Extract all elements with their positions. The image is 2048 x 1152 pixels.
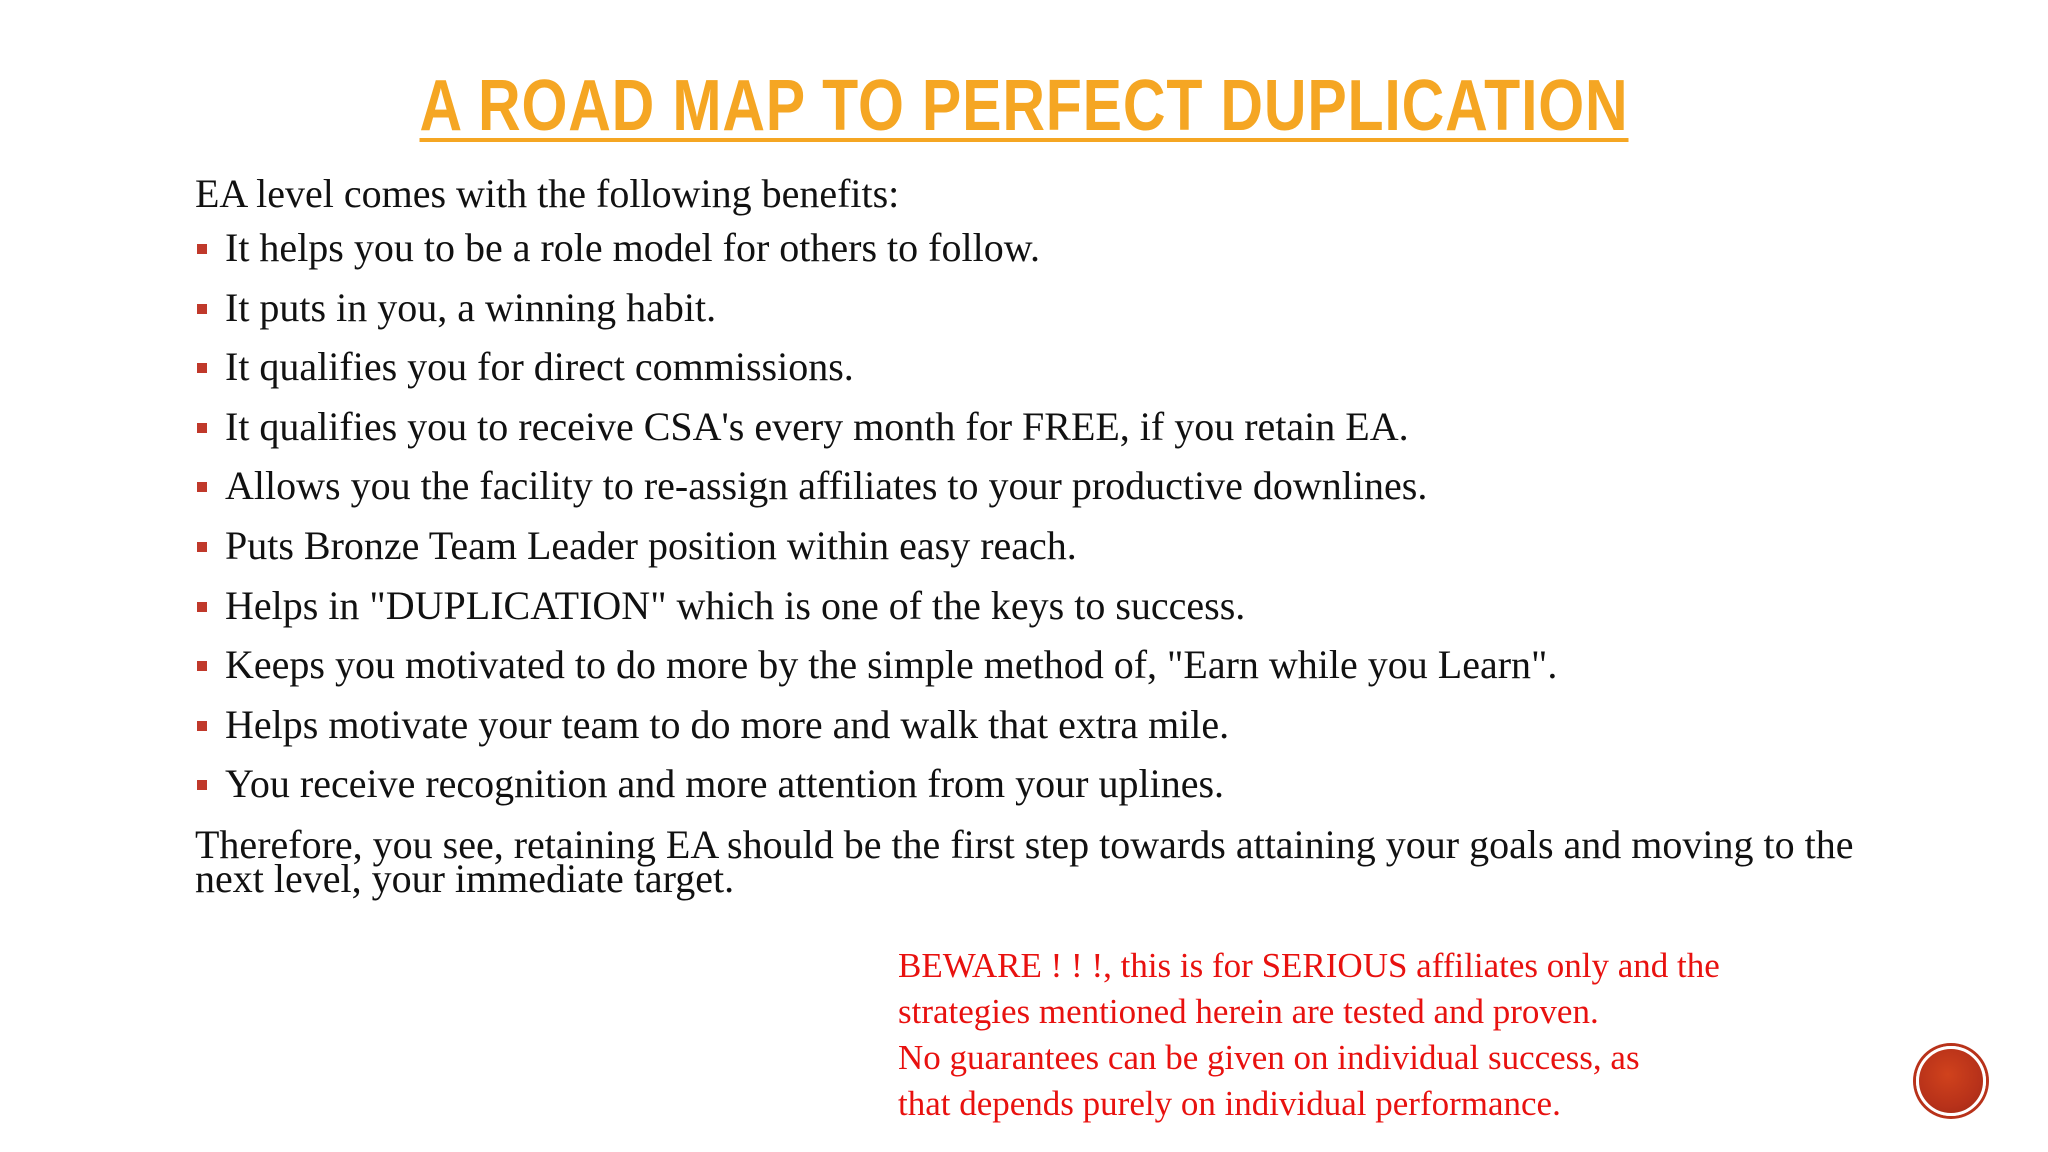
square-bullet-icon	[197, 363, 207, 373]
list-item	[195, 341, 1557, 401]
red-circle-icon	[1916, 1046, 1986, 1116]
slide-title	[184, 64, 1863, 148]
list-item	[195, 401, 1557, 461]
beware-line: that depends purely on individual performance.	[898, 1084, 1561, 1123]
list-item-text: Keeps you motivated to do more by the simple method of, "Earn while you Learn".	[225, 642, 1558, 688]
square-bullet-icon	[197, 542, 207, 552]
conclusion-text: Therefore, you see, retaining EA should be the first step towards attaining your goals and moving to the next level, your immediate target.	[195, 822, 1854, 901]
square-bullet-icon	[197, 423, 207, 433]
square-bullet-icon	[197, 602, 207, 612]
list-item-text: Puts Bronze Team Leader position within easy reach.	[225, 522, 1077, 568]
list-item-text: You receive recognition and more attention from your uplines.	[225, 761, 1225, 807]
square-bullet-icon	[197, 482, 207, 492]
beware-line: strategies mentioned herein are tested and proven.	[898, 992, 1599, 1031]
square-bullet-icon	[197, 244, 207, 254]
list-item-text: Helps motivate your team to do more and walk that extra mile.	[225, 701, 1230, 747]
benefit-list	[195, 222, 1557, 818]
list-item	[195, 520, 1557, 580]
list-item-text: Helps in "DUPLICATION" which is one of the keys to success.	[225, 582, 1246, 628]
list-item	[195, 639, 1557, 699]
square-bullet-icon	[197, 661, 207, 671]
slide-title-text: A ROAD MAP TO PERFECT DUPLICATION	[419, 66, 1629, 146]
list-item-text: It helps you to be a role model for others to follow.	[225, 225, 1040, 270]
intro-text: EA level comes with the following benefits:	[195, 171, 900, 216]
square-bullet-icon	[197, 304, 207, 314]
list-item-text: It puts in you, a winning habit.	[225, 284, 717, 330]
beware-notice	[898, 943, 1898, 1127]
list-item	[195, 460, 1557, 520]
list-item	[195, 758, 1557, 818]
list-item-text: It qualifies you to receive CSA's every month for FREE, if you retain EA.	[225, 403, 1409, 449]
list-item-text: Allows you the facility to re-assign affiliates to your productive downlines.	[225, 463, 1428, 509]
beware-line: No guarantees can be given on individual success, as	[898, 1038, 1640, 1077]
list-item	[195, 699, 1557, 759]
square-bullet-icon	[197, 780, 207, 790]
list-item-text: It qualifies you for direct commissions.	[225, 344, 854, 390]
list-item	[195, 222, 1557, 282]
list-item	[195, 580, 1557, 640]
square-bullet-icon	[197, 721, 207, 731]
beware-line: BEWARE ! ! !, this is for SERIOUS affiliates only and the	[898, 946, 1720, 985]
list-item	[195, 282, 1557, 342]
